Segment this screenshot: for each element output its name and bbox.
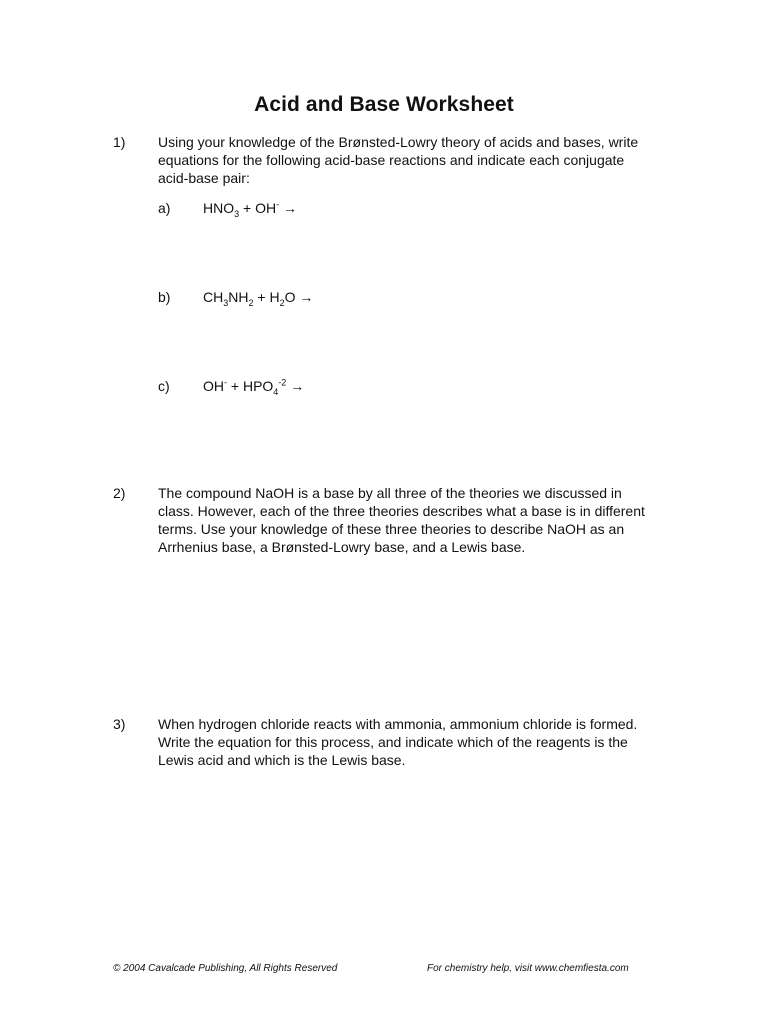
eq-superscript: -2 bbox=[278, 377, 287, 388]
question-1c-label: c) bbox=[158, 378, 170, 394]
eq-subscript: 2 bbox=[248, 297, 254, 308]
question-1a-label: a) bbox=[158, 200, 171, 216]
arrow-icon: → bbox=[295, 289, 314, 305]
eq-text: NH bbox=[228, 289, 249, 305]
footer-copyright: © 2004 Cavalcade Publishing, All Rights Reserved bbox=[113, 963, 338, 974]
eq-text: HNO bbox=[203, 200, 235, 216]
eq-text: + HPO bbox=[227, 378, 274, 394]
question-1c-equation bbox=[203, 377, 304, 395]
arrow-icon: → bbox=[286, 378, 305, 394]
eq-superscript: - bbox=[224, 377, 227, 388]
eq-subscript: 3 bbox=[223, 297, 229, 308]
eq-text: CH bbox=[203, 289, 224, 305]
eq-text: + OH bbox=[239, 200, 277, 216]
page-title: Acid and Base Worksheet bbox=[254, 93, 514, 116]
question-1-text: Using your knowledge of the Brønsted-Lowry theory of acids and bases, write equations for the following acid-base reactions and indicate each conjugate acid-base pair: bbox=[158, 134, 639, 186]
eq-text: O bbox=[284, 289, 296, 305]
question-1b-equation bbox=[203, 288, 313, 306]
question-1-number: 1) bbox=[113, 134, 126, 150]
footer-help: For chemistry help, visit www.chemfiesta.com bbox=[427, 963, 629, 974]
arrow-icon: → bbox=[279, 200, 297, 216]
question-2-number: 2) bbox=[113, 485, 126, 501]
eq-subscript: 4 bbox=[273, 386, 279, 397]
question-2-text: The compound NaOH is a base by all three of the theories we discussed in class. However, each of the three theories describes what a base is in different terms. Use your knowledge of these three theories to describe NaOH as an Arrhenius base, a Brønsted-Lowry base, and a Lewis base. bbox=[158, 485, 645, 555]
eq-text: + H bbox=[253, 289, 280, 305]
question-1b-label: b) bbox=[158, 289, 171, 305]
eq-superscript: - bbox=[276, 199, 280, 210]
question-3-text: When hydrogen chloride reacts with ammonia, ammonium chloride is formed. Write the equation for this process, and indicate which of the reagents is the Lewis acid and which is the Lewis base. bbox=[158, 716, 638, 768]
eq-subscript: 2 bbox=[279, 297, 285, 308]
question-1a-equation bbox=[203, 199, 297, 217]
eq-text: OH bbox=[203, 378, 224, 394]
eq-subscript: 3 bbox=[234, 208, 240, 219]
question-3-number: 3) bbox=[113, 716, 126, 732]
